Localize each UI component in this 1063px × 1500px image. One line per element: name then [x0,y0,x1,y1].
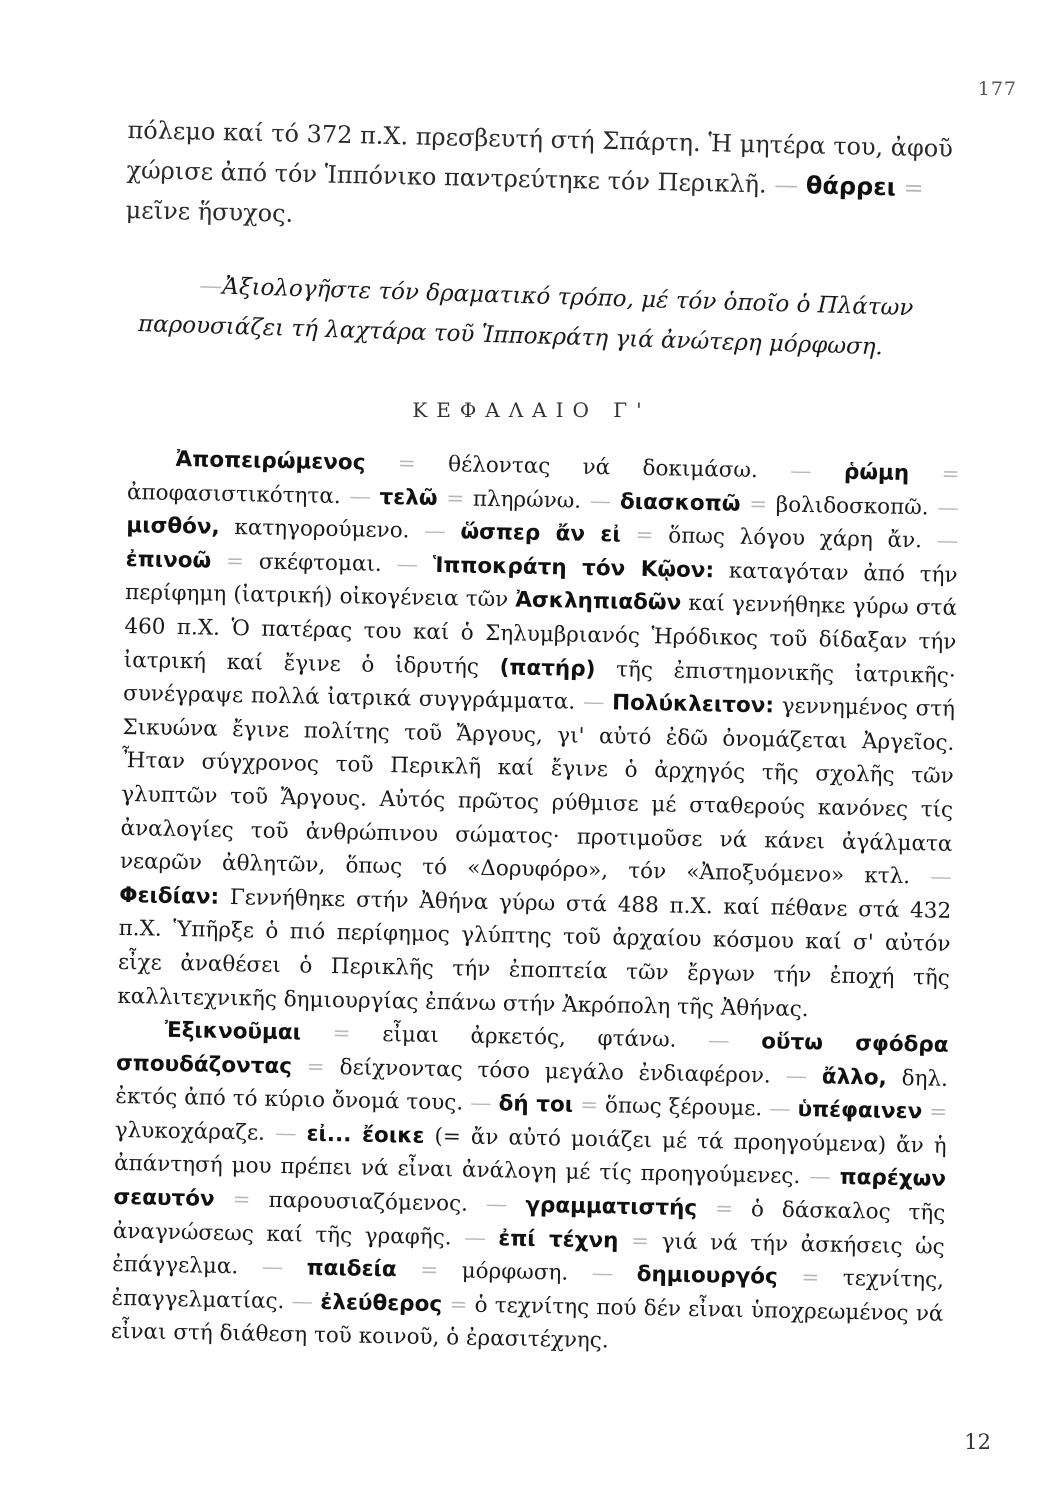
glossary-definition: τῆς ἐπιστημονικῆς ἰατρικῆς· συνέγραψε πολλά ἰατρικά συγγράμματα. [122,656,956,715]
glossary-definition: πληρώνω. [472,486,582,514]
glossary-definition: γλυκοχάραζε. [114,1117,266,1146]
glossary-definition: γιά νά τήν ἀσκήσεις ὡς ἐπάγγελμα. [111,1229,945,1280]
glossary-term: μισθόν, [126,513,220,540]
glossary-term: δημιουργός [636,1262,779,1290]
glossary-definition: σκέφτομαι. [258,549,382,577]
glossary-term: ῥώμη [843,459,910,487]
glossary-definition: (= ἄν αὐτό μοιάζει μέ τά προηγούμενα) ἄν ἡ ἀπάντησή μου πρέπει νά εἶναι ἀνάλογη μέ τίς προηγούμενες. [113,1123,947,1190]
glossary-definition: βολιδοσκοπῶ. [775,492,929,520]
glossary-term: εἰ... ἔοικε [306,1121,425,1149]
glossary-term: ὑπέφαινεν [797,1097,923,1125]
glossary-definition: καταγόταν ἀπό τήν περίφημη (ἰατρική) οἰκογένεια τῶν [124,558,958,613]
glossary-definition: ὅπως ξέρουμε. [604,1093,763,1122]
glossary-term: Ἱπποκράτη τόν Κῷον: [432,552,715,584]
glossary-definition: Γεννήθηκε στήν Ἀθήνα γύρω στά 488 π.Χ. καί πέθανε στά 432 π.Χ. Ὑπῆρξε ὁ πιό περίφημος γλύπτης τοῦ ἀρχαίου κόσμου καί σ' αὐτόν εἶχε ἀναθέσει ὁ Περικλῆς τήν ἐποπτεία τῶν ἔργων τήν ἐποχή τῆς καλλιτεχνικῆς δημιουργίας ἐπάνω στήν Ἀκρόπολη τῆς Ἀθήνας. [117,884,952,1022]
glossary-definition: ὁ δάσκαλος τῆς ἀναγνώσεως καί τῆς γραφῆς. [112,1197,946,1251]
glossary-definition: δείχνοντας τόσο μεγάλο ἐνδιαφέρον. [339,1054,772,1089]
glossary-term: τελῶ [379,484,438,511]
glossary-term: διασκοπῶ [619,489,741,517]
glossary-term: παιδεία [306,1255,397,1283]
glossary-definition: ὁ τεχνίτης πού δέν εἶναι ὑποχρεωμένος νά εἶναι στή διάθεση τοῦ κοινοῦ, ὁ ἐρασιτέχνης. [110,1292,944,1354]
page-number-top: 177 [977,78,1017,100]
glossary-paragraph: Ἀποπειρώμενος = θέλοντας νά δοκιμάσω. — ῥώμη = ἀποφασιστικότητα. — τελῶ = πληρώνω. — διασκοπῶ = βολιδοσκοπῶ. — μισθόν, κατηγορούμενο. — ὥσπερ ἄν εἰ = ὅπως λόγου χάρη ἄν. — ἐπινοῶ = σκέφτομαι. — Ἱπποκράτη τόν Κῷον: καταγόταν ἀπό τήν περίφημη (ἰατρική) οἰκογένεια τῶν Ἀσκληπιαδῶν καί γεννήθηκε γύρω στά 460 π.Χ. Ὁ πατέρας του καί ὁ Σηλυμβριανός Ἡρόδικος τοῦ δίδαξαν τήν ἰατρική καί ἔγινε ὁ ἱδρυτής (πατήρ) τῆς ἐπιστημονικῆς ἰατρικῆς· συνέγραψε πολλά ἰατρικά συγγράμματα. — Πολύκλειτον: γεννημένος στή Σικυώνα ἔγινε πολίτης τοῦ Ἄργους, γι' αὐτό ἐδῶ ὀνομάζεται Ἀργεῖος. Ἦταν σύγχρονος τοῦ Περικλῆ καί ἔγινε ὁ ἀρχηγός τῆς σχολῆς τῶν γλυπτῶν τοῦ Ἄργους. Αὐτός πρῶτος ρύθμισε μέ σταθερούς κανόνες τίς ἀναλογίες τοῦ ἀνθρώπινου σώματος· προτιμοῦσε νά κάνει ἀγάλματα νεαρῶν ἀθλητῶν, ὅπως τό «Δορυφόρο», τόν «Ἀποξυόμενο» κτλ. — Φειδίαν: Γεννήθηκε στήν Ἀθήνα γύρω στά 488 π.Χ. καί πέθανε στά 432 π.Χ. Ὑπῆρξε ὁ πιό περίφημος γλύπτης τοῦ ἀρχαίου κόσμου καί σ' αὐτόν εἶχε ἀναθέσει ὁ Περικλῆς τήν ἐποπτεία τῶν ἔργων τήν ἐποχή τῆς καλλιτεχνικῆς δημιουργίας ἐπάνω στήν Ἀκρόπολη τῆς Ἀθήνας. [117,446,960,1022]
chapter-title: ΚΕΦΑΛΑΙΟ Γ' [412,398,651,422]
glossary-term: ἐπί τέχνη [498,1225,619,1254]
glossary-term: (πατήρ) [499,654,596,682]
glossary-term: Ἀποπειρώμενος [175,446,366,476]
glossary-term: παρέχων σεαυτόν [113,1165,947,1212]
exercise-text: Ἀξιολογῆστε τόν δραματικό τρόπο, μέ τόν ὁποῖο ὁ Πλάτων παρουσιάζει τή λαχτάρα τοῦ Ἱπποκράτη γιά ἀνώτερη μόρφωση. [137,273,914,361]
intro-text: πόλεμο καί τό 372 π.Χ. πρεσβευτή στή Σπάρτη. Ἡ μητέρα του, ἀφοῦ χώρισε ἀπό τόν Ἱππόνικο παντρεύτηκε τόν Περικλῆ. [126,115,954,199]
glossary-definition: ἀποφασιστικότητα. [126,479,341,509]
glossary-term: γραμματιστής [525,1192,698,1222]
intro-definition: μεῖνε ἥσυχος. [125,195,294,228]
glossary-term: Πολύκλειτον: [611,690,775,719]
glossary [111,442,960,1365]
glossary-definition: γεννημένος στή Σικυώνα ἔγινε πολίτης τοῦ Ἄργους, γι' αὐτό ἐδῶ ὀνομάζεται Ἀργεῖος. Ἦταν σύγχρονος τοῦ Περικλῆ καί ἔγινε ὁ ἀρχηγός τῆς σχολῆς τῶν γλυπτῶν τοῦ Ἄργους. Αὐτός πρῶτος ρύθμισε μέ σταθερούς κανόνες τίς ἀναλογίες τοῦ ἀνθρώπινου σώματος· προτιμοῦσε νά κάνει ἀγάλματα νεαρῶν ἀθλητῶν, ὅπως τό «Δορυφόρο», τόν «Ἀποξυόμενο» κτλ. [119,693,956,890]
glossary-paragraph: Ἐξικνοῦμαι = εἶμαι ἀρκετός, φτάνω. — οὕτω σφόδρα σπουδάζοντας = δείχνοντας τόσο μεγάλο ἐνδιαφέρον. — ἄλλο, δηλ. ἐκτός ἀπό τό κύριο ὄνομά τους. — δή τοι = ὅπως ξέρουμε. — ὑπέφαινεν = γλυκοχάραζε. — εἰ... ἔοικε (= ἄν αὐτό μοιάζει μέ τά προηγούμενα) ἄν ἡ ἀπάντησή μου πρέπει νά εἶναι ἀνάλογη μέ τίς προηγούμενες. — παρέχων σεαυτόν = παρουσιαζόμενος. — γραμματιστής = ὁ δάσκαλος τῆς ἀναγνώσεως καί τῆς γραφῆς. — ἐπί τέχνη = γιά νά τήν ἀσκήσεις ὡς ἐπάγγελμα. — παιδεία = μόρφωση. — δημιουργός = τεχνίτης, ἐπαγγελματίας. — ἐλεύθερος = ὁ τεχνίτης πού δέν εἶναι ὑποχρεωμένος νά εἶναι στή διάθεση τοῦ κοινοῦ, ὁ ἐρασιτέχνης. [110,1017,949,1354]
glossary-term: οὕτω σφόδρα σπουδάζοντας [115,1029,949,1079]
glossary-term: Ἀσκληπιαδῶν [515,587,682,617]
glossary-term: ἐπινοῶ [125,546,212,574]
intro-term: θάρρει [805,171,897,202]
glossary-definition: θέλοντας νά δοκιμάσω. [447,452,759,484]
glossary-term: Ἐξικνοῦμαι [164,1017,302,1046]
glossary-definition: καί γεννήθηκε γύρω στά 460 π.Χ. Ὁ πατέρας του καί ὁ Σηλυμβριανός Ἡρόδικος τοῦ δίδαξαν τήν ἰατρική καί ἔγινε ὁ ἱδρυτής [123,591,958,680]
glossary-definition: παρουσιαζόμενος. [268,1187,469,1217]
glossary-term: Φειδίαν: [119,882,220,910]
glossary-definition: κατηγορούμενο. [234,515,410,544]
glossary-definition: εἶμαι ἀρκετός, φτάνω. [382,1022,677,1053]
glossary-term: ὥσπερ ἄν εἰ [460,519,622,548]
glossary-definition: δηλ. ἐκτός ἀπό τό κύριο ὄνομά τους. [115,1065,949,1116]
page-number-bottom: 12 [964,1430,991,1454]
glossary-term: ἄλλο, [821,1064,888,1091]
glossary-definition: τεχνίτης, ἐπαγγελματίας. [111,1266,945,1315]
exercise-question: —Ἀξιολογῆστε τόν δραματικό τρόπο, μέ τόν ὁποῖο ὁ Πλάτων παρουσιάζει τή λαχτάρα τοῦ Ἱπποκράτη γιά ἀνώτερη μόρφωση. [137,272,914,361]
glossary-definition: μόρφωση. [461,1258,569,1286]
intro-paragraph: πόλεμο καί τό 372 π.Χ. πρεσβευτή στή Σπάρτη. Ἡ μητέρα του, ἀφοῦ χώρισε ἀπό τόν Ἱππόνικο παντρεύτηκε τόν Περικλῆ. — θάρρει = μεῖνε ἥσυχος. [125,115,954,228]
glossary-definition: ὅπως λόγου χάρη ἄν. [668,523,923,554]
glossary-term: ἐλεύθερος [320,1289,443,1318]
glossary-term: δή τοι [498,1091,574,1118]
